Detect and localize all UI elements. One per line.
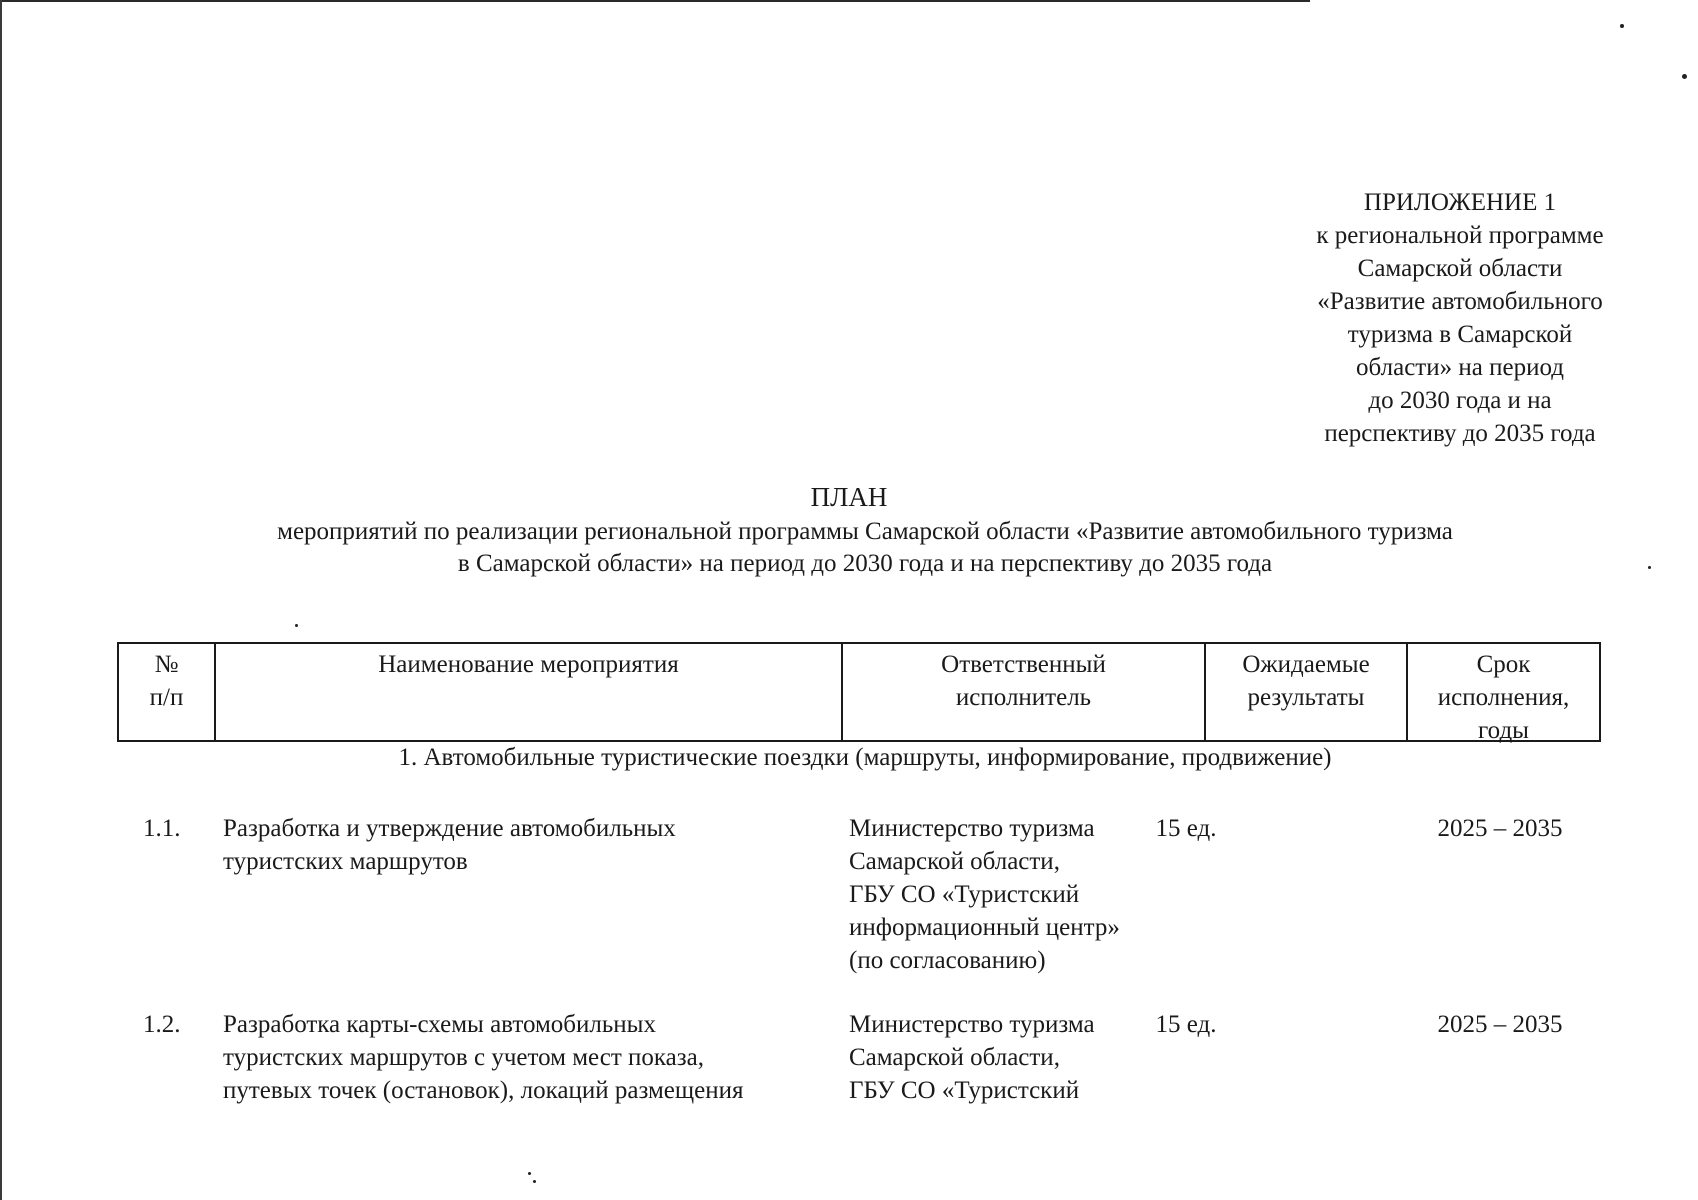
row-responsible-line: (по согласованию) (849, 947, 1046, 974)
row-name-line: Разработка и утверждение автомобильных (223, 815, 676, 842)
scan-speck (1682, 74, 1687, 79)
plan-subtitle-line: в Самарской области» на период до 2030 года и на перспективу до 2035 года (457, 550, 1273, 577)
appendix-line: до 2030 года и на (1368, 387, 1552, 414)
appendix-block (1260, 186, 1660, 450)
header-name (214, 644, 841, 740)
header-text: п/п (149, 684, 184, 711)
row-name-line: туристских маршрутов (223, 848, 468, 875)
header-term (1406, 644, 1599, 744)
header-text: исполнитель (955, 684, 1092, 711)
row-expected: 15 ед. (1155, 1011, 1217, 1038)
row-name-line: туристских маршрутов с учетом мест показа, (223, 1044, 704, 1071)
row-responsible-line: ГБУ СО «Туристский (849, 1077, 1080, 1104)
appendix-line: Самарской области (1357, 255, 1563, 282)
plan-subtitle-line: мероприятий по реализации региональной программы Самарской области «Развитие автомобильного туризма (277, 518, 1453, 545)
appendix-line: перспективу до 2035 года (1324, 420, 1596, 447)
row-name-line: путевых точек (остановок), локаций размещения (223, 1077, 744, 1104)
scan-speck (295, 624, 298, 627)
row-responsible-line: Министерство туризма (849, 815, 1095, 842)
row-responsible-line: информационный центр» (849, 914, 1120, 941)
row-responsible-line: Самарской области, (849, 848, 1060, 875)
row-name-line: Разработка карты-схемы автомобильных (223, 1011, 656, 1038)
appendix-line: ПРИЛОЖЕНИЕ 1 (1363, 189, 1557, 216)
header-expected (1204, 644, 1406, 740)
header-num (119, 644, 214, 740)
header-text: годы (1478, 717, 1529, 744)
appendix-line: «Развитие автомобильного (1317, 288, 1603, 315)
appendix-line: области» на период (1356, 354, 1564, 381)
header-text: Ответственный (941, 651, 1106, 678)
header-text: исполнения, (1437, 684, 1570, 711)
scan-speck (528, 1172, 531, 1175)
scan-edge-left (0, 0, 2, 1200)
header-text: № (154, 651, 179, 678)
appendix-line: туризма в Самарской (1347, 321, 1573, 348)
plan-title: ПЛАН (810, 482, 888, 512)
row-num: 1.2. (143, 1011, 181, 1038)
row-name (223, 1008, 843, 1107)
header-responsible (841, 644, 1204, 740)
row-name (223, 812, 843, 878)
row-responsible-line: ГБУ СО «Туристский (849, 881, 1080, 908)
row-responsible-line: Самарской области, (849, 1044, 1060, 1071)
row-responsible-line: Министерство туризма (849, 1011, 1095, 1038)
scan-speck (1620, 24, 1624, 28)
plan-subtitle (0, 516, 1698, 580)
scan-speck (533, 1180, 536, 1183)
table-header (117, 642, 1601, 742)
header-text: результаты (1247, 684, 1365, 711)
row-expected: 15 ед. (1155, 815, 1217, 842)
row-term: 2025 – 2035 (1437, 1011, 1563, 1038)
header-text: Ожидаемые (1242, 651, 1370, 678)
header-text: Срок (1476, 651, 1531, 678)
scan-edge-top (0, 0, 1310, 2)
row-term: 2025 – 2035 (1437, 815, 1563, 842)
header-text: Наименование мероприятия (378, 651, 679, 678)
row-num: 1.1. (143, 815, 181, 842)
appendix-line: к региональной программе (1316, 222, 1604, 249)
section-title: 1. Автомобильные туристические поездки (маршруты, информирование, продвижение) (398, 744, 1332, 771)
